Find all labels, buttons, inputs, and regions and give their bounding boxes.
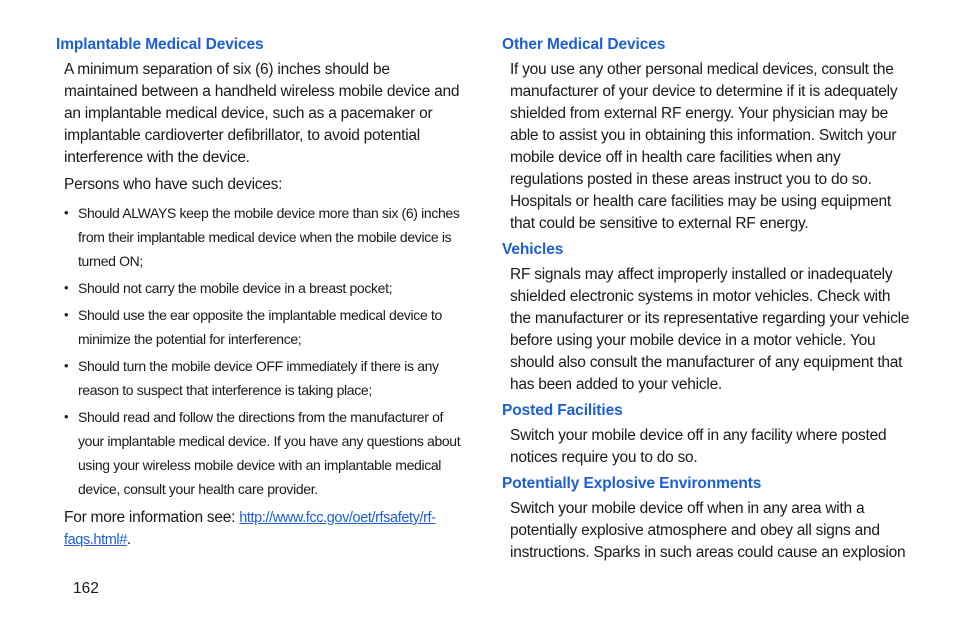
heading-potentially-explosive-environments: Potentially Explosive Environments	[502, 475, 762, 492]
bullet-text: Should ALWAYS keep the mobile device more than six (6) inches from their implantable medical device when the mobile device is turned ON;	[78, 205, 460, 269]
vehicles-paragraph: RF signals may affect improperly installed or inadequately shielded electronic systems in motor vehicles. Check with the manufacturer or its representative regarding your vehicle before using your mobile device in a motor vehicle. You should also consult the manufacturer of any equipment that has been added to your vehicle.	[510, 266, 910, 393]
explosive-environments-paragraph: Switch your mobile device off when in any area with a potentially explosive atmosphere and obey all signs and instructions. Sparks in such areas could cause an explosion	[510, 500, 906, 561]
heading-implantable-medical-devices: Implantable Medical Devices	[56, 36, 264, 53]
bullet-icon: •	[64, 205, 69, 220]
page-number: 162	[73, 580, 99, 597]
heading-other-medical-devices: Other Medical Devices	[502, 36, 666, 53]
more-info-prefix: For more information see:	[64, 509, 240, 526]
bullet-text: Should use the ear opposite the implantable medical device to minimize the potential for interference;	[78, 307, 442, 347]
bullet-item	[64, 354, 466, 402]
implantable-intro-paragraph: A minimum separation of six (6) inches should be maintained between a handheld wireless mobile device and an implantable medical device, such as a pacemaker or implantable cardioverter defibrillator, to avoid potential interference with the device.	[64, 61, 460, 166]
bullet-icon: •	[64, 409, 69, 424]
bullet-text: Should not carry the mobile device in a breast pocket;	[78, 280, 393, 296]
more-info-suffix: .	[126, 531, 131, 548]
implantable-bullet-list	[64, 201, 466, 501]
heading-vehicles: Vehicles	[502, 241, 564, 258]
bullet-icon: •	[64, 358, 69, 373]
fcc-faq-link[interactable]: http://www.fcc.gov/oet/rfsafety/rf-faqs.html#	[64, 510, 436, 548]
heading-posted-facilities: Posted Facilities	[502, 402, 623, 419]
other-medical-devices-paragraph: If you use any other personal medical devices, consult the manufacturer of your device to determine if it is adequately shielded from external RF energy. Your physician may be able to assist you in obtaining this information. Switch your mobile device off in health care facilities when any regulations posted in these areas instruct you to do so. Hospitals or health care facilities may be using equipment that could be sensitive to external RF energy.	[510, 61, 898, 232]
bullet-text: Should read and follow the directions from the manufacturer of your implantable medical device. If you have any questions about using your wireless mobile device with an implantable medical device, consult your health care provider.	[78, 409, 461, 497]
bullet-icon: •	[64, 280, 69, 295]
bullet-icon: •	[64, 307, 69, 322]
persons-paragraph: Persons who have such devices:	[64, 176, 283, 193]
bullet-item	[64, 303, 466, 351]
bullet-text: Should turn the mobile device OFF immediately if there is any reason to suspect that interference is taking place;	[78, 358, 439, 398]
left-column	[56, 35, 466, 556]
posted-facilities-paragraph: Switch your mobile device off in any facility where posted notices require you to do so.	[510, 427, 887, 466]
more-info-paragraph	[64, 507, 466, 551]
bullet-item	[64, 201, 466, 273]
right-column	[502, 35, 912, 569]
bullet-item	[64, 405, 466, 501]
bullet-item	[64, 276, 466, 300]
